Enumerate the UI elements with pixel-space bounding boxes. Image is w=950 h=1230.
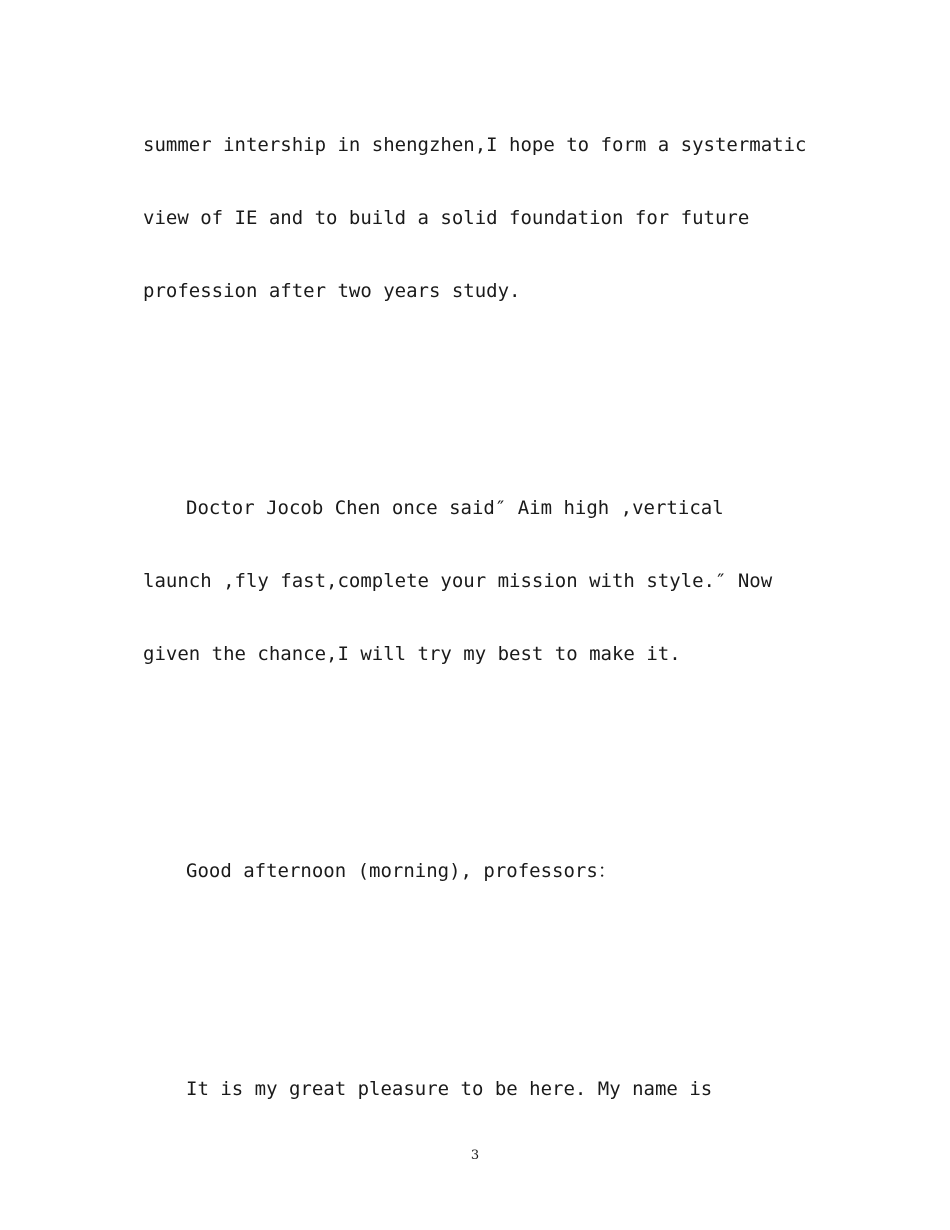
page-number: 3 (470, 1148, 480, 1163)
paragraph-1-line-1: summer intership in shengzhen,I hope to form a systermatic (143, 134, 807, 156)
paragraph-1-line-3: profession after two years study. (143, 280, 521, 302)
paragraph-3-line-1: Good afternoon (morning), professors： (186, 860, 617, 882)
paragraph-2-line-1: Doctor Jocob Chen once said″ Aim high ,vertical (186, 497, 724, 519)
paragraph-2-line-2: launch ,fly fast,complete your mission with style.″ Now (143, 570, 773, 592)
paragraph-1-line-2: view of IE and to build a solid foundation for future (143, 207, 750, 229)
paragraph-4-line-1: It is my great pleasure to be here. My name is (186, 1078, 713, 1100)
paragraph-2-line-3: given the chance,I will try my best to make it. (143, 643, 681, 665)
